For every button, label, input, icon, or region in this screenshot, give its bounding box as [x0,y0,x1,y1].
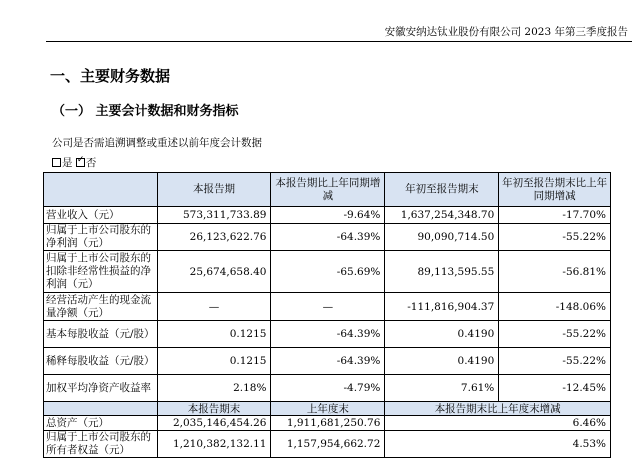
subsection-title: （一） 主要会计数据和财务指标 [52,104,239,119]
balance-header-row [44,402,611,416]
checkbox-yes [52,158,61,167]
balance-header-blank [44,402,158,416]
cell-value: -65.69% [271,251,385,293]
row-label: 归属于上市公司股东的净利润（元） [44,224,158,251]
cell-value: 2.18% [157,375,271,402]
balance-header-period-end: 本报告期末 [157,402,271,416]
cell-value: — [157,293,271,321]
balance-header-prior-year-end: 上年度末 [271,402,385,416]
cell-value: 0.1215 [157,321,271,348]
restate-question: 公司是否需追溯调整或重述以前年度会计数据 [52,137,262,149]
cell-value: 7.61% [385,375,499,402]
header-cell-ytd: 年初至报告期末 [385,173,499,207]
report-header: 安徽安纳达钛业股份有限公司 2023 年第三季度报告 [384,26,628,38]
table-row [44,431,611,458]
cell-value: -64.39% [271,224,385,251]
financial-data-table [43,172,611,458]
cell-value: 573,311,733.89 [157,207,271,224]
table-row [44,251,611,293]
header-divider [46,41,632,42]
cell-value: -148.06% [499,293,611,321]
cell-value: — [271,293,385,321]
cell-value: -56.81% [499,251,611,293]
cell-value: 6.46% [385,416,611,431]
cell-value: 4.53% [385,431,611,458]
restate-answer [52,155,96,170]
table-row [44,321,611,348]
balance-header-change: 本报告期末比上年度末增减 [385,402,611,416]
cell-value: -12.45% [499,375,611,402]
cell-value: 0.4190 [385,348,499,375]
row-label: 营业收入（元） [44,207,158,224]
cell-value: 1,157,954,662.72 [271,431,385,458]
header-cell-blank [44,173,158,207]
cell-value: -64.39% [271,321,385,348]
cell-value: 1,911,681,250.76 [271,416,385,431]
row-label: 加权平均净资产收益率 [44,375,158,402]
header-cell-current-period: 本报告期 [157,173,271,207]
row-label: 归属于上市公司股东的扣除非经常性损益的净利润（元） [44,251,158,293]
table-row [44,224,611,251]
row-label: 基本每股收益（元/股） [44,321,158,348]
cell-value: -9.64% [271,207,385,224]
row-label: 总资产（元） [44,416,158,431]
cell-value: 2,035,146,454.26 [157,416,271,431]
cell-value: 89,113,595.55 [385,251,499,293]
cell-value: -55.22% [499,224,611,251]
cell-value: -64.39% [271,348,385,375]
table-row [44,416,611,431]
cell-value: -55.22% [499,321,611,348]
cell-value: 26,123,622.76 [157,224,271,251]
table-row [44,207,611,224]
table-row [44,293,611,321]
cell-value: 1,637,254,348.70 [385,207,499,224]
table-row [44,348,611,375]
row-label: 稀释每股收益（元/股） [44,348,158,375]
cell-value: -111,816,904.37 [385,293,499,321]
section-title: 一、主要财务数据 [50,67,171,85]
option-no-label: 否 [85,157,97,169]
checkbox-no-checked [76,158,85,167]
cell-value: 1,210,382,132.11 [157,431,271,458]
cell-value: -55.22% [499,348,611,375]
row-label: 归属于上市公司股东的所有者权益（元） [44,431,158,458]
header-cell-ytd-yoy: 年初至报告期末比上年同期增减 [499,173,611,207]
row-label: 经营活动产生的现金流量净额（元） [44,293,158,321]
cell-value: -4.79% [271,375,385,402]
cell-value: 0.4190 [385,321,499,348]
cell-value: 0.1215 [157,348,271,375]
table-row [44,375,611,402]
cell-value: 25,674,658.40 [157,251,271,293]
cell-value: -17.70% [499,207,611,224]
header-cell-current-yoy: 本报告期比上年同期增减 [271,173,385,207]
cell-value: 90,090,714.50 [385,224,499,251]
option-yes-label: 是 [62,157,73,169]
